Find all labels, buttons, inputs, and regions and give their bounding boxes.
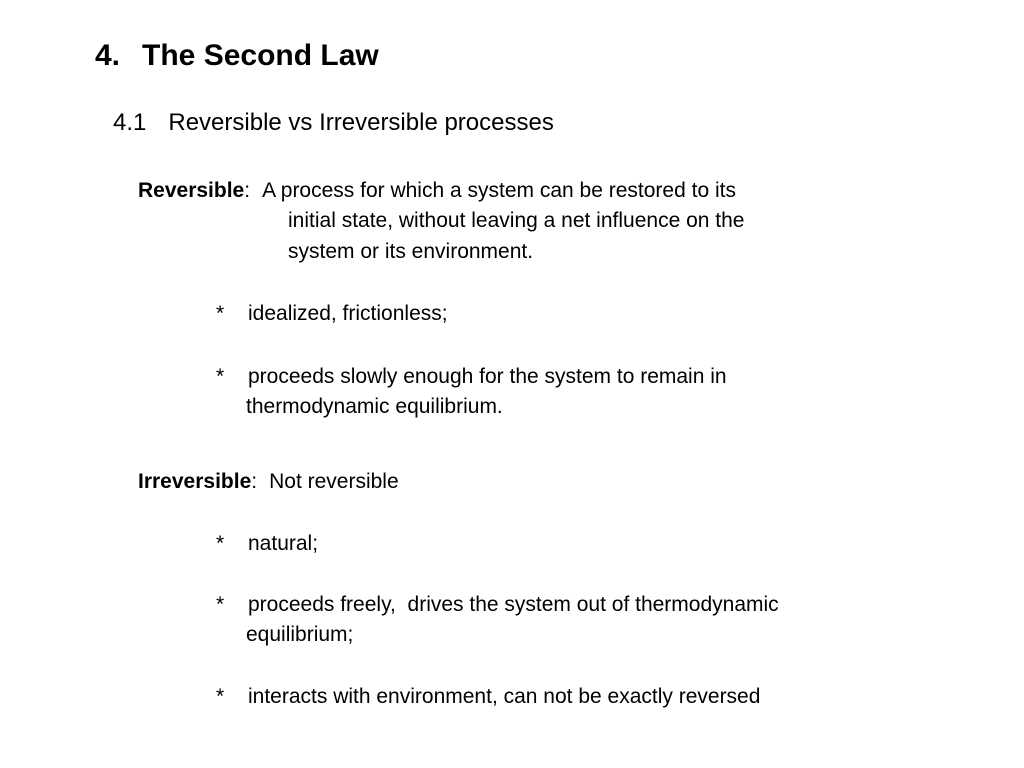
- reversible-colon: :: [244, 179, 251, 202]
- reversible-term: Reversible: [138, 179, 245, 202]
- reversible-definition-line-1: A process for which a system can be restored to its: [262, 179, 736, 202]
- irreversible-bullet-3-text: interacts with environment, can not be exactly reversed: [248, 685, 761, 708]
- reversible-bullet-marker: *: [216, 302, 225, 325]
- reversible-bullet-2-line-1: proceeds slowly enough for the system to remain in: [248, 365, 727, 388]
- irreversible-bullet-2-line-1: proceeds freely, drives the system out of thermodynamic: [248, 593, 779, 616]
- title-text: The Second Law: [142, 39, 379, 72]
- irreversible-definition: [138, 467, 399, 497]
- reversible-definition-line-2: initial state, without leaving a net influence on the: [288, 209, 745, 232]
- irreversible-bullet-marker: *: [216, 532, 225, 555]
- irreversible-definition-text: Not reversible: [269, 470, 399, 493]
- irreversible-bullet-2-line-2: equilibrium;: [246, 623, 354, 646]
- reversible-bullet-1-text: idealized, frictionless;: [248, 302, 448, 325]
- irreversible-bullet-marker: *: [216, 593, 225, 616]
- title-number: 4.: [95, 39, 121, 72]
- reversible-bullet-2-line-2: thermodynamic equilibrium.: [246, 395, 503, 418]
- section-heading: [113, 108, 554, 138]
- section-number: 4.1: [113, 109, 147, 136]
- slide-title: [95, 38, 379, 74]
- reversible-definition-line-3: system or its environment.: [288, 240, 534, 263]
- irreversible-bullet-marker: *: [216, 685, 225, 708]
- section-text: Reversible vs Irreversible processes: [168, 109, 554, 136]
- irreversible-colon: :: [251, 470, 258, 493]
- reversible-bullet-marker: *: [216, 365, 225, 388]
- reversible-definition: [138, 176, 736, 206]
- irreversible-term: Irreversible: [138, 470, 252, 493]
- irreversible-bullet-1-text: natural;: [248, 532, 319, 555]
